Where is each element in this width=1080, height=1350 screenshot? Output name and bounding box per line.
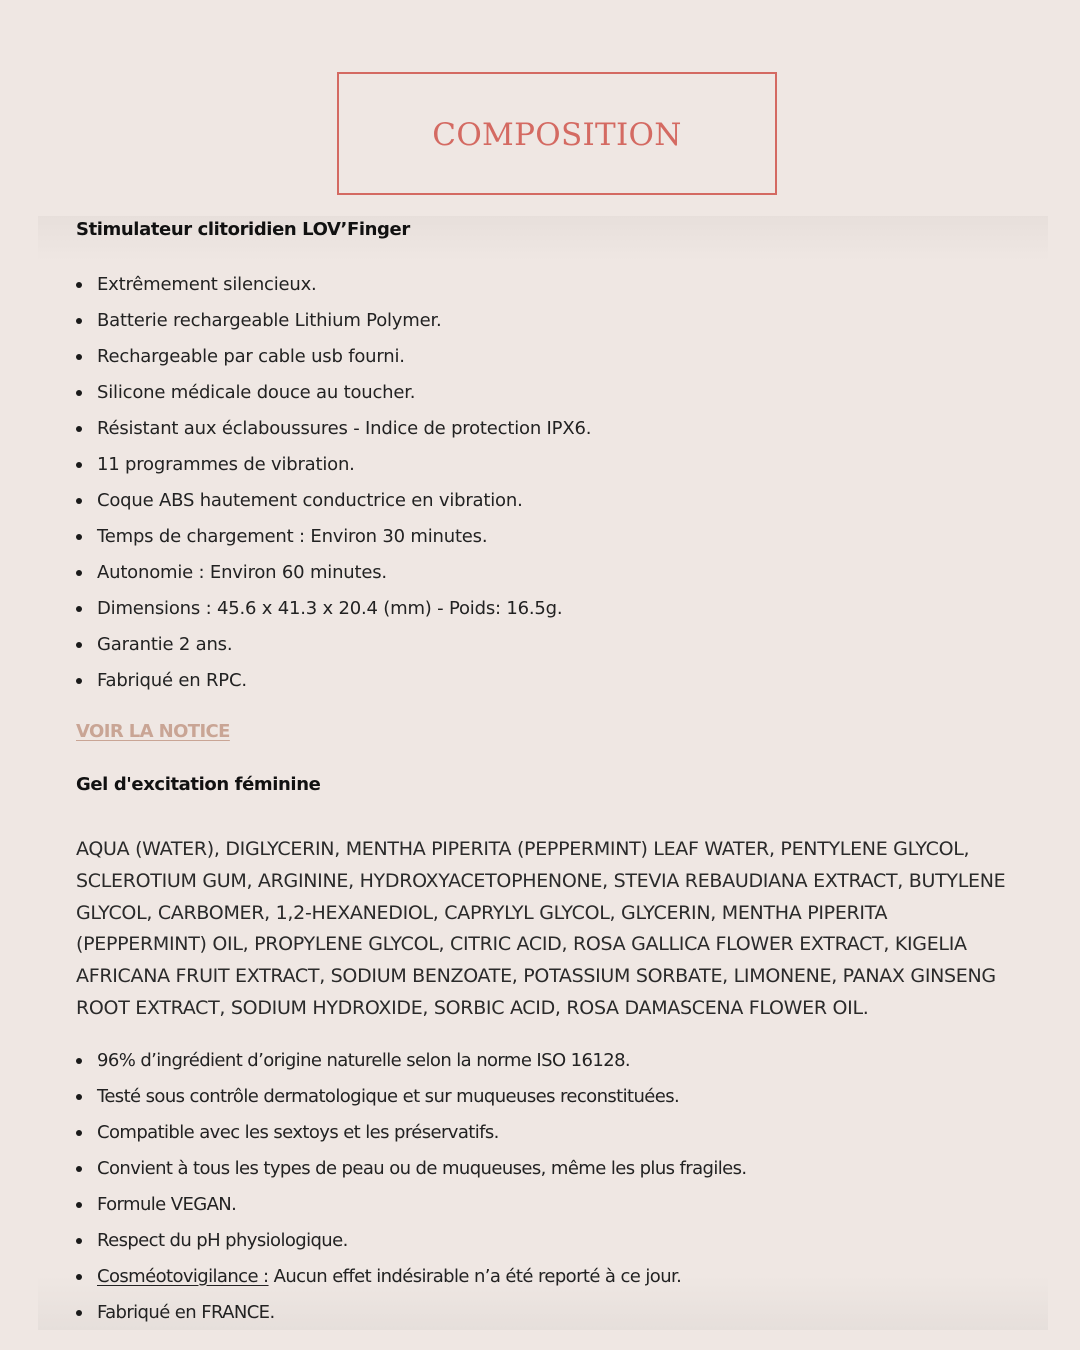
- feature-item: Fabriqué en FRANCE.: [76, 1295, 747, 1331]
- bullet-icon: [76, 642, 82, 648]
- bullet-icon: [76, 1094, 82, 1100]
- bullet-icon: [76, 318, 82, 324]
- feature-item: Batterie rechargeable Lithium Polymer.: [76, 303, 591, 339]
- feature-item: Testé sous contrôle dermatologique et sur muqueuses reconstituées.: [76, 1079, 747, 1115]
- feature-item: Résistant aux éclaboussures - Indice de protection IPX6.: [76, 411, 591, 447]
- product-1-features: [76, 267, 591, 699]
- bullet-icon: [76, 1130, 82, 1136]
- vigilance-text: Aucun effet indésirable n’a été reporté à ce jour.: [268, 1266, 682, 1287]
- feature-item: Formule VEGAN.: [76, 1187, 747, 1223]
- ingredients-list: AQUA (WATER), DIGLYCERIN, MENTHA PIPERITA (PEPPERMINT) LEAF WATER, PENTYLENE GLYCOL, SCLEROTIUM GUM, ARGININE, HYDROXYACETOPHENONE, STEVIA REBAUDIANA EXTRACT, BUTYLENE GLYCOL, CARBOMER, 1,2-HEXANEDIOL, CAPRYLYL GLYCOL, GLYCERIN, MENTHA PIPERITA (PEPPERMINT) OIL, PROPYLENE GLYCOL, CITRIC ACID, ROSA GALLICA FLOWER EXTRACT, KIGELIA AFRICANA FRUIT EXTRACT, SODIUM BENZOATE, POTASSIUM SORBATE, LIMONENE, PANAX GINSENG ROOT EXTRACT, SODIUM HYDROXIDE, SORBIC ACID, ROSA DAMASCENA FLOWER OIL.: [76, 838, 1006, 1019]
- bullet-icon: [76, 606, 82, 612]
- feature-item-vigilance: [76, 1259, 747, 1295]
- bullet-icon: [76, 1310, 82, 1316]
- feature-item: 96% d’ingrédient d’origine naturelle selon la norme ISO 16128.: [76, 1043, 747, 1079]
- bullet-icon: [76, 498, 82, 504]
- vigilance-label: Cosméotovigilance :: [97, 1266, 269, 1287]
- bullet-icon: [76, 1238, 82, 1244]
- bullet-icon: [76, 426, 82, 432]
- feature-item: Extrêmement silencieux.: [76, 267, 591, 303]
- bullet-icon: [76, 462, 82, 468]
- feature-item: Autonomie : Environ 60 minutes.: [76, 555, 591, 591]
- bullet-icon: [76, 1166, 82, 1172]
- bullet-icon: [76, 1274, 82, 1280]
- feature-item: Fabriqué en RPC.: [76, 663, 591, 699]
- product-2-heading: Gel d'excitation féminine: [76, 774, 321, 795]
- feature-item: Rechargeable par cable usb fourni.: [76, 339, 591, 375]
- bullet-icon: [76, 1058, 82, 1064]
- bullet-icon: [76, 390, 82, 396]
- bullet-icon: [76, 678, 82, 684]
- feature-item: Compatible avec les sextoys et les préservatifs.: [76, 1115, 747, 1151]
- bullet-icon: [76, 354, 82, 360]
- feature-item: Convient à tous les types de peau ou de muqueuses, même les plus fragiles.: [76, 1151, 747, 1187]
- page-title: COMPOSITION: [432, 116, 682, 153]
- feature-item: Dimensions : 45.6 x 41.3 x 20.4 (mm) - Poids: 16.5g.: [76, 591, 591, 627]
- feature-item: Silicone médicale douce au toucher.: [76, 375, 591, 411]
- bullet-icon: [76, 570, 82, 576]
- feature-item: 11 programmes de vibration.: [76, 447, 591, 483]
- composition-title-box: [337, 72, 777, 195]
- view-notice-link[interactable]: VOIR LA NOTICE: [76, 721, 230, 742]
- product-2-features: [76, 1043, 747, 1331]
- feature-item: Garantie 2 ans.: [76, 627, 591, 663]
- bullet-icon: [76, 282, 82, 288]
- feature-item: Coque ABS hautement conductrice en vibration.: [76, 483, 591, 519]
- bullet-icon: [76, 1202, 82, 1208]
- feature-item: Respect du pH physiologique.: [76, 1223, 747, 1259]
- bullet-icon: [76, 534, 82, 540]
- feature-item: Temps de chargement : Environ 30 minutes.: [76, 519, 591, 555]
- product-1-heading: Stimulateur clitoridien LOV’Finger: [76, 219, 410, 240]
